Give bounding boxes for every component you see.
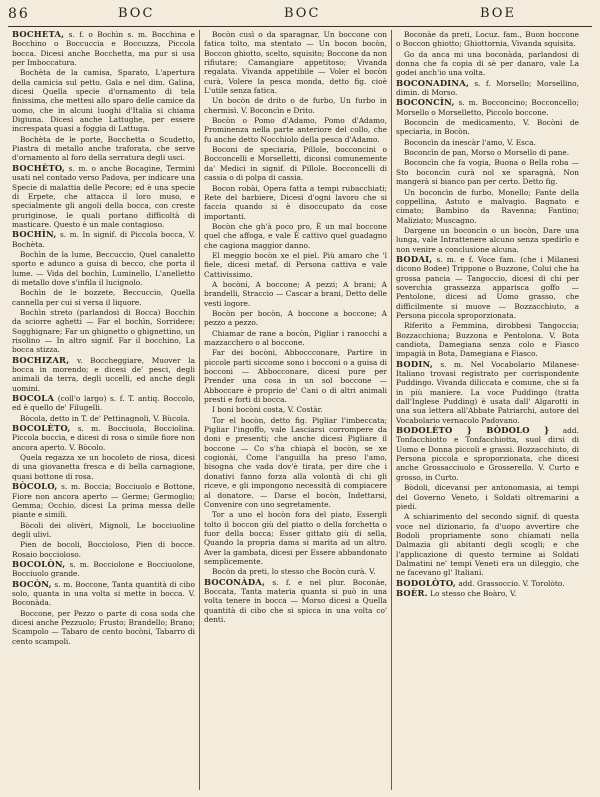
entry-text: add. Tonfacchiotto e Tonfacchiotta, suol dirsi di Uomo e Donna piccoli e grassi. Bozzacchiuto, di Persona piccola e sproporzionata, che dicesi anche Grossacciuolo e Grosserello. V. Curto e grosso, in Curto. bbox=[396, 426, 579, 482]
entry-text: (coll'o largo) s. f. T. antiq. Boccolo, ed è quello de' Filugelli. bbox=[12, 394, 195, 413]
headword: BODOLÒTO, bbox=[396, 577, 457, 588]
dictionary-entry bbox=[396, 30, 579, 49]
dictionary-entry bbox=[396, 158, 579, 186]
entry-text: Boconi de speciaria, Pillole, bocconcini o Bocconcelli e Morselletti, diconsi comunemente da' Medici in signif. di Pillole. Bocconcelli di cassia o di polpa di cassia. bbox=[204, 145, 387, 183]
entry-text: Tor el bocòn, detto fig. Pigliar l'imbeccata; Pigliar l'ingoffo, vale Lasciarsi corrompere da doni e presenti; che anche dicesi Pigliare il boccone — Co s'ha chiapà el bocòn, se xe cogionài, Come l'anguilla ha preso l'amo, bisogna che vada dov'è tirata, per dire che i donativi fanno forza alla volontà di chi gli riceve, e gli impongono necessità di compiacere al donatore. — Darse el bocòn, Indettarsi, Convenire con uno segretamente. bbox=[204, 415, 387, 509]
headword: BODIN, bbox=[396, 358, 433, 369]
entry-text: Bocòn che gh'à poco pro, È un mal boccone quel che affoga, e vale È cattivo quel guadagno che cagiona maggior danno. bbox=[204, 221, 387, 250]
entry-text: A schiarimento del secondo signif. di questa voce nel dizionario, fa d'uopo avvertire che Bodoli propriamente sono chiamati nella Dalmazia gli abitanti degli scogli; e che l'applicazione di questo termine ai Soldati Dalmatini ne' tempi Veneti era un dileggio, che ne facevano gl' Italiani. bbox=[396, 512, 579, 578]
entry-text: I boni bocòni costa, V. Costàr. bbox=[212, 405, 323, 415]
entry-text: s. f. o Bochìn s. m. Bocchina e Bocchino o Boccuccia e Boccuzza, Piccola bocca. Dicesi anche Bocchetta, ma pur si usa per Imboccatura. bbox=[12, 30, 195, 68]
entry-text: Bocòn cusì o da sparagnar, Un boccone con fatica tolto, ma stentato — Un bocon bocòn, Boccon ghiotto, scelto, squisito; Boccone da non rifiutare; Camangiare appetitoso; Vivanda regalata. Vivanda appetibile — Voler el bocòn curà, Volere la pesca monda, detto fig. cioè L'utile senza fatica. bbox=[204, 30, 387, 96]
dictionary-entry bbox=[396, 79, 579, 98]
dictionary-entry bbox=[204, 184, 387, 221]
entry-text: Lo stesso che Boàro, V. bbox=[427, 588, 517, 598]
entry-text: Boconcìn de medicamento, V. Bocòni de speciarìa, in Bocòn. bbox=[396, 118, 579, 137]
entry-text: Go da anca mi una boconàda, parlandosi di donna che fa copia di sè per danaro, vale La godei anch'io una volta. bbox=[396, 49, 579, 78]
dictionary-entry bbox=[12, 30, 195, 67]
entry-text: s. m. Nel Vocabolario Milanese-Italiano trovasi registrato per corrispondente Puddingo. Vivanda diliccata e comune, che si fa in più maniere. La voce Puddingo (tratta dall'Inglese Pudding) è usata dall' Algarotti in una sua lettera all'Abbate Patriarchi, autore del Vocabolario vernacolo Padovano. bbox=[396, 359, 579, 425]
headword: BOCOLÈTO, bbox=[12, 423, 71, 434]
dictionary-entry bbox=[204, 96, 387, 115]
dictionary-entry bbox=[204, 116, 387, 144]
column-2 bbox=[204, 30, 387, 790]
dictionary-entry bbox=[12, 68, 195, 133]
dictionary-entry bbox=[204, 30, 387, 95]
dictionary-entry bbox=[396, 426, 579, 482]
headword: BOCOLÒN, bbox=[12, 558, 66, 569]
entry-text: Boccone, per Pezzo o parte di cosa soda che dicesi anche Pezzuolo; Frusto; Brandello; Brano; Scampolo — Tabaro de cento bocòni, Tabarro di cento scampoli. bbox=[12, 608, 195, 646]
entry-text: Bocòn da preti, lo stesso che Bocòn curà. V. bbox=[212, 567, 376, 577]
dictionary-entry bbox=[12, 540, 195, 559]
dictionary-entry bbox=[12, 356, 195, 393]
entry-text: Bochèta de le porte, Bocchetta o Scudetto, Piastra di metallo anche traforata, che serve d'ornamento al foro della serratura degli usci. bbox=[12, 134, 195, 163]
headword: BOCHÈTO, bbox=[12, 162, 66, 173]
entry-text: Bochèta de la camisa, Sparato, L'apertura della camicia sul petto. Gala e nel dim. Galina, dicesi Quella specie d'ornamento di tela finissima, che mettesi allo sparo delle camice da uomo, che in alcuni luoghi d'Italia si chiama Digiuna. Dicesi anche Lattughe, per essere increspata quasi a foggia di Lattuga. bbox=[12, 68, 195, 134]
dictionary-entry bbox=[12, 482, 195, 519]
dictionary-entry bbox=[12, 164, 195, 229]
headword: BOCONÀDA, bbox=[204, 576, 266, 587]
dictionary-entry bbox=[204, 145, 387, 182]
dictionary-entry bbox=[396, 148, 579, 157]
entry-text: s. m. Bocciuola, Bocciolina. Piccola boccia, e dicesi di rosa o simile fiore non ancora aperto. V. Bòcolo. bbox=[12, 424, 195, 452]
entry-text: s. m. Bocciolone e Bocciuolone, Bocciuolo grande. bbox=[12, 559, 195, 579]
entry-text: Boconàe da preti, Locuz. fam., Buon boccone o Boccon ghiotto; Ghiottornia, Vivanda squisita. bbox=[396, 30, 579, 49]
dictionary-entry bbox=[12, 250, 195, 287]
dictionary-entry bbox=[396, 226, 579, 254]
dictionary-entry bbox=[396, 118, 579, 137]
entry-text: s. m. Boccone, Tanta quantità di cibo solo, quanta in una volta si mette in bocca. V. Boconàda. bbox=[12, 579, 195, 608]
dictionary-entry bbox=[396, 483, 579, 511]
entry-text: Quela regazza xe un bocoleto de riosa, dicesi di una giovanetta fresca e di bella carnagione, quasi bottone di rosa. bbox=[12, 453, 195, 481]
entry-text: Bòdoli, dicevansi per antonomasia, ai tempi del Governo Veneto, i Soldati oltremarini a piedi. bbox=[396, 483, 579, 511]
entry-text: s. m. e f. Voce fam. (che i Milanesi dicono Bodee) Trippone o Buzzone, Colui che ha grossa pancia — Tangoccio, dicesi di chi per soverchia grassezza apparisca goffo — Pentolone, dicesi ad Uomo grasso, che difficilmente si muove — Bozzacchiuto, a Persona piccola sproporzionata. bbox=[396, 254, 579, 320]
entry-text: Boconcìn che fa vogia, Buona o Bella roba — Sto boconcìn curà nol xe sparagnà, Non mangerà si bianco pan per certo. Detto fig. bbox=[396, 158, 579, 187]
entry-text: s. m. Boccia; Bocciuolo e Bottone, Fiore non ancora aperto — Germe; Germoglio; Gemma; Occhio, dicesi La prima messa delle piante e simili. bbox=[12, 482, 195, 520]
header-rule bbox=[8, 26, 592, 27]
dictionary-entry bbox=[12, 414, 195, 423]
entry-text: Bochìn de le bozzete, Beccuccio, Quella cannella per cui si versa il liquore. bbox=[12, 288, 195, 307]
dictionary-entry bbox=[12, 521, 195, 540]
page-header bbox=[0, 6, 600, 26]
entry-text: Un bocòn de drito o de furbo, Un furbo in chermisì. V. Boconcìn e Drito. bbox=[204, 96, 387, 115]
dictionary-entry bbox=[12, 394, 195, 413]
dictionary-entry bbox=[204, 329, 387, 348]
dictionary-entry bbox=[396, 98, 579, 117]
entry-text: El meggio bocòn xe el piel. Più amaro che 'l fiele, dicesi metaf. di Persona cattiva e vale Cattivissimo. bbox=[204, 250, 387, 279]
dictionary-entry bbox=[12, 580, 195, 608]
headword: BODAI, bbox=[396, 253, 433, 264]
dictionary-entry bbox=[396, 255, 579, 320]
column-3 bbox=[396, 30, 579, 790]
entry-text: Chiamar de rane a bocòn, Pigliar i ranocchi a mazzacchero o al boccone. bbox=[204, 328, 387, 347]
dictionary-entry bbox=[396, 188, 579, 225]
column-divider bbox=[199, 30, 200, 790]
entry-text: add. Grassoccio. V. Torolòto. bbox=[456, 578, 565, 588]
page-number: 86 bbox=[8, 6, 30, 22]
entry-text: Bòcoli dei olivèri, Mignoli, Le bocciuoline degli ulivi. bbox=[12, 520, 195, 539]
entry-text: Pien de bocoli, Boccioloso, Pien di bocce. Rosaio boccioloso. bbox=[12, 540, 195, 559]
dictionary-entry bbox=[204, 222, 387, 250]
headword: BÒCOLO, bbox=[12, 481, 58, 492]
entry-text: Bochìn streto (parlandosi di Bocca) Bocchin da sciorre aghetti — Far el bochìn, Sorridere; Sogghignare; Far un ghignetto o ghignettino, un risolino — In altro signif. Far il bocchino, La bocca stizza. bbox=[12, 307, 195, 355]
dictionary-entry bbox=[12, 308, 195, 355]
headword: BOCONCÌN, bbox=[396, 97, 455, 108]
entry-text: s. m. In signif. di Piccola bocca, V. Bochèta. bbox=[12, 230, 195, 249]
headword: BOCHIZAR, bbox=[12, 354, 70, 365]
entry-text: Bochìn de la lume, Beccuccio, Quel canaletto sporto e adunco a guisa di becco, che porta il lume. — Vida del bochìn, Luminello, L'anelletto di metallo dove s'infila il lucignolo. bbox=[12, 249, 195, 287]
entry-text: Riferito a Femmina, dirobbesi Tangoccia; Bozzacchiona; Buzzona e Pentolona. V. Bota candiota, Damegiana senza colo e Fiasco impagià in Bota, Damegiana e Fiasco. bbox=[396, 321, 579, 359]
entry-text: Bocòn o Pomo d'Adamo, Pomo d'Adamo, Prominenza nella parte anteriore del collo, che fu anche detto Nocchiolo della pesca d'Adamo. bbox=[204, 116, 387, 144]
dictionary-entry bbox=[396, 512, 579, 577]
dictionary-entry bbox=[204, 309, 387, 328]
dictionary-entry bbox=[12, 560, 195, 579]
entry-text: A bocòni, A boccone; A pezzi; A brani; A brandelli, Straccio — Cascar a brani, Detto delle vesti logore. bbox=[204, 279, 387, 308]
dictionary-entry bbox=[204, 405, 387, 414]
entry-text: v. Boccheggiare, Muover la bocca in morendo; e dicesi de' pesci, degli animali da terra, degli uccelli, ed anche degli uomini. bbox=[12, 355, 195, 393]
dictionary-entry bbox=[396, 321, 579, 358]
entry-text: s. m. o anche Bocagine, Termini usati nel contado verso Padova, per indicare una Specie di malattia delle Pecore; ed è una specie di Erpete, che attacca il loro muso, e specialmente gli angoli della bocca, con creste pruriginose, le quali portano difficoltà di masticare. Questo è un male contagioso. bbox=[12, 163, 195, 229]
dictionary-entry bbox=[396, 589, 579, 598]
dictionary-entry bbox=[12, 609, 195, 646]
headword: BOCOLA bbox=[12, 393, 55, 404]
entry-text: s. f. e nel plur. Boconàe, Boccata, Tanta materia quanta si può in una volta tenere in bocca — Morso dicesi a Quella quantità di cibo che si spicca in una volta co' denti. bbox=[204, 577, 387, 624]
dictionary-entry bbox=[204, 280, 387, 308]
entry-text: Bocòn per bocòn, A boccone a boccone; A pezzo a pezzo. bbox=[204, 308, 387, 328]
headword: BOCÒN, bbox=[12, 578, 52, 589]
dictionary-entry bbox=[204, 578, 387, 625]
dictionary-entry bbox=[12, 453, 195, 481]
running-head-left: BOC bbox=[118, 6, 155, 21]
running-head-right: BOE bbox=[480, 6, 516, 21]
headword: BOÈR. bbox=[396, 587, 428, 598]
dictionary-entry bbox=[396, 360, 579, 425]
dictionary-entry bbox=[204, 348, 387, 404]
entry-text: Far dei bocòni, Abboccconare, Partire in piccole parti siccome sono i bocconi o a guisa di bocconi — Abbocconare, dicesi pure per Prender una cosa in un sol boccone — Abboccare è proprio de' Cani o di altri animali presti e forti di bocca. bbox=[204, 348, 387, 405]
column-divider bbox=[391, 30, 392, 790]
entry-text: Bòcola, detto in T. de' Pettinagnoli, V. Bùcola. bbox=[20, 413, 190, 423]
entry-text: Boconcìn da inescàr l'amo, V. Esca. bbox=[404, 137, 536, 147]
headword: BODOLÈTO } BÒDOLO } bbox=[396, 425, 550, 436]
dictionary-entry bbox=[204, 251, 387, 279]
headword: BOCHÌN, bbox=[12, 229, 57, 240]
dictionary-entry bbox=[396, 138, 579, 147]
dictionary-entry bbox=[396, 579, 579, 588]
entry-text: Dargene un boconcìn o un bocòn, Dare una lunga, vale Intrattenere alcuno senza spedirlo e non venire a conclusione alcuna. bbox=[396, 225, 579, 254]
dictionary-entry bbox=[12, 288, 195, 307]
dictionary-entry bbox=[12, 230, 195, 249]
dictionary-entry bbox=[12, 135, 195, 163]
entry-text: s. f. Morsello; Morsellino, dimin. di Morso. bbox=[396, 78, 579, 98]
entry-text: Boconcìn de pan, Morso o Morsello di pane. bbox=[404, 148, 570, 158]
headword: BOCONADINA, bbox=[396, 77, 470, 88]
running-head-center: BOC bbox=[284, 6, 321, 21]
headword: BOCHÈTA, bbox=[12, 30, 65, 39]
dictionary-entry bbox=[12, 424, 195, 452]
entry-text: Un boconcìn de furbo, Monello; Fante della coppellina, Astuto e malvagio. Bagnato e cimato; Bambino da Ravenna; Fantino; Maliziato; Muscagno. bbox=[396, 187, 579, 225]
entry-text: Bocon robài, Opera fatta a tempi rubacchiati; Rete del barbiere, Dicesi d'ogni lavoro che si faccia quando si è disoccupato da cose importanti. bbox=[204, 183, 387, 221]
dictionary-entry bbox=[204, 416, 387, 509]
dictionary-entry bbox=[204, 567, 387, 576]
entry-text: s. m. Bocconcino; Bocconcello; Morsello o Morselletto, Piccolo boccone. bbox=[396, 98, 579, 117]
entry-text: Tor a uno el bocòn fora del piato, Essergli tolto il boccon giù del piatto o della forchetta o fuor della bocca; Esser gittato giù di sella, Quando la propria dama si marita ad un altro. Aver la gambata, dicesi per Essere abbandonato semplicemente. bbox=[204, 510, 387, 566]
dictionary-entry bbox=[204, 510, 387, 566]
dictionary-entry bbox=[396, 50, 579, 78]
column-1 bbox=[12, 30, 195, 790]
